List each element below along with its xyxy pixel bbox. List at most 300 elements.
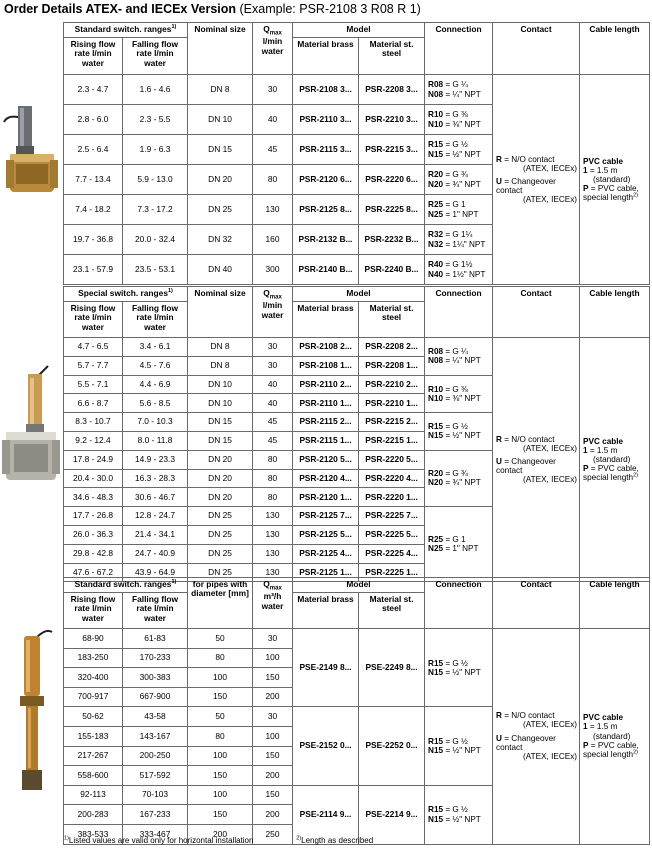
connection-cell — [425, 75, 493, 105]
connection-code: R15 — [428, 805, 444, 815]
falling-range: 300-383 — [123, 668, 188, 688]
falling-range: 43.9 - 64.9 — [123, 563, 188, 582]
rising-header: Rising flow rate l/min water — [64, 38, 123, 75]
connection-header: Connection — [425, 287, 493, 338]
nominal-size-header: Nominal size — [188, 287, 253, 338]
cable-standard: (standard) — [593, 455, 631, 465]
qmax-value: 30 — [253, 338, 293, 357]
qmax-value: 130 — [253, 525, 293, 544]
model-brass: PSR-2108 2... — [293, 338, 359, 357]
nominal-size: DN 8 — [188, 338, 253, 357]
falling-range: 21.4 - 34.1 — [123, 525, 188, 544]
contact-key: R — [496, 154, 502, 164]
contact-key: R — [496, 711, 502, 721]
model-steel: PSR-2215 1... — [359, 431, 425, 450]
contact-header: Contact — [493, 287, 580, 338]
nominal-size: DN 15 — [188, 431, 253, 450]
connection-code: N15 — [428, 746, 444, 756]
connection-value: = ½" NPT — [443, 746, 481, 756]
model-steel: PSR-2210 2... — [359, 375, 425, 394]
nominal-size: DN 20 — [188, 488, 253, 507]
model-brass: PSR-2110 1... — [293, 394, 359, 413]
model-header: Model — [293, 23, 425, 38]
falling-header: Falling flow rate l/min water — [123, 593, 188, 629]
model-brass: PSR-2125 4... — [293, 544, 359, 563]
model-steel: PSE-2214 9... — [359, 785, 425, 844]
qmax-value: 45 — [253, 431, 293, 450]
rising-range: 558-600 — [64, 766, 123, 786]
rising-range: 68-90 — [64, 629, 123, 649]
cable-footnote: 2) — [633, 192, 638, 199]
model-brass: PSR-2108 3... — [293, 75, 359, 105]
falling-range: 4.5 - 7.6 — [123, 356, 188, 375]
rising-range: 4.7 - 6.5 — [64, 338, 123, 357]
cable-title: PVC cable — [583, 156, 624, 166]
steel-header: Material st. steel — [359, 593, 425, 629]
contact-text: = Changeover contact — [496, 457, 556, 476]
connection-cell — [425, 375, 493, 413]
rising-range: 6.6 - 8.7 — [64, 394, 123, 413]
model-brass: PSR-2110 2... — [293, 375, 359, 394]
model-brass: PSR-2115 2... — [293, 413, 359, 432]
cable-length-header: Cable length — [580, 23, 650, 75]
qmax-value: 40 — [253, 394, 293, 413]
model-brass: PSR-2110 3... — [293, 105, 359, 135]
rising-range: 26.0 - 36.3 — [64, 525, 123, 544]
pipe-diameter: 100 — [188, 746, 253, 766]
brass-header: Material brass — [293, 38, 359, 75]
model-steel: PSR-2208 1... — [359, 356, 425, 375]
pipe-diameter-header: for pipes with diameter [mm] — [188, 578, 253, 629]
model-header: Model — [293, 578, 425, 593]
nominal-size: DN 10 — [188, 105, 253, 135]
nominal-size: DN 15 — [188, 135, 253, 165]
qmax-value: 80 — [253, 488, 293, 507]
rising-range: 2.5 - 6.4 — [64, 135, 123, 165]
qmax-value: 200 — [253, 766, 293, 786]
cable-text: = PVC cable, special length — [583, 464, 639, 483]
cable-length-header: Cable length — [580, 578, 650, 629]
cable-key: P — [583, 464, 589, 474]
connection-code: R08 — [428, 347, 444, 357]
model-steel: PSR-2225 5... — [359, 525, 425, 544]
rising-range: 50-62 — [64, 707, 123, 727]
qmax-value: 130 — [253, 195, 293, 225]
cable-length-header: Cable length — [580, 287, 650, 338]
falling-range: 43-58 — [123, 707, 188, 727]
table-row — [64, 75, 650, 105]
steel-header: Material st. steel — [359, 38, 425, 75]
connection-value: = ¼" NPT — [443, 356, 481, 366]
qmax-value: 80 — [253, 469, 293, 488]
psr-steel-photo — [2, 364, 60, 494]
contact-key: U — [496, 457, 502, 467]
table-row — [64, 629, 650, 649]
falling-range: 3.4 - 6.1 — [123, 338, 188, 357]
falling-range: 7.3 - 17.2 — [123, 195, 188, 225]
model-brass: PSR-2115 1... — [293, 431, 359, 450]
model-steel: PSR-2215 2... — [359, 413, 425, 432]
connection-code: N10 — [428, 119, 444, 129]
cable-key: P — [583, 184, 589, 194]
connection-value: = G ¾ — [443, 469, 468, 479]
connection-code: R15 — [428, 422, 444, 432]
brass-header: Material brass — [293, 302, 359, 338]
connection-cell — [425, 707, 493, 785]
cable-key: 1 — [583, 445, 588, 455]
model-steel: PSR-2240 B... — [359, 255, 425, 285]
connection-value: = G 1½ — [443, 260, 473, 270]
connection-value: = ¼" NPT — [443, 89, 481, 99]
connection-value: = 1½" NPT — [443, 269, 486, 279]
page-title — [4, 2, 421, 16]
falling-range: 1.6 - 4.6 — [123, 75, 188, 105]
connection-value: = G ½ — [443, 422, 468, 432]
pipe-diameter: 150 — [188, 766, 253, 786]
model-brass: PSR-2125 8... — [293, 195, 359, 225]
qmax-value: 200 — [253, 805, 293, 825]
connection-value: = ½" NPT — [443, 667, 481, 677]
connection-cell — [425, 135, 493, 165]
falling-range: 14.9 - 23.3 — [123, 450, 188, 469]
qmax-value: 130 — [253, 544, 293, 563]
connection-value: = 1" NPT — [443, 209, 479, 219]
connection-code: N20 — [428, 478, 444, 488]
contact-key: U — [496, 176, 502, 186]
pipe-diameter: 50 — [188, 629, 253, 649]
qmax-value: 200 — [253, 687, 293, 707]
model-brass: PSR-2108 1... — [293, 356, 359, 375]
cable-footnote: 2) — [633, 749, 638, 756]
falling-range: 7.0 - 10.3 — [123, 413, 188, 432]
footnote-2: $^{2)}$Length as described — [296, 835, 374, 845]
connection-value: = ¾" NPT — [443, 179, 481, 189]
range-header: Standard switch. ranges$^{1)}$ — [64, 578, 188, 593]
model-steel: PSR-2220 6... — [359, 165, 425, 195]
model-steel: PSR-2232 B... — [359, 225, 425, 255]
contact-header: Contact — [493, 23, 580, 75]
model-brass: PSR-2120 1... — [293, 488, 359, 507]
qmax-value: 250 — [253, 824, 293, 844]
cable-title: PVC cable — [583, 713, 624, 723]
falling-range: 4.4 - 6.9 — [123, 375, 188, 394]
model-steel: PSR-2215 3... — [359, 135, 425, 165]
falling-range: 23.5 - 53.1 — [123, 255, 188, 285]
qmax-value: 150 — [253, 668, 293, 688]
connection-code: R15 — [428, 736, 444, 746]
contact-sub: (ATEX, IECEx) — [523, 163, 578, 173]
falling-header: Falling flow rate l/min water — [123, 302, 188, 338]
model-brass: PSR-2125 5... — [293, 525, 359, 544]
nominal-size: DN 8 — [188, 356, 253, 375]
connection-value: = G ½ — [443, 736, 468, 746]
falling-range: 24.7 - 40.9 — [123, 544, 188, 563]
model-steel: PSR-2225 4... — [359, 544, 425, 563]
connection-code: N08 — [428, 356, 444, 366]
connection-code: N15 — [428, 814, 444, 824]
connection-cell — [425, 225, 493, 255]
model-brass: PSR-2120 5... — [293, 450, 359, 469]
qmax-header: $Q_{max}$ l/min water — [253, 287, 293, 338]
cable-cell — [580, 338, 650, 582]
connection-code: R20 — [428, 469, 444, 479]
brass-header: Material brass — [293, 593, 359, 629]
pipe-diameter: 80 — [188, 726, 253, 746]
cable-text: = 1.5 m — [587, 165, 618, 175]
connection-header: Connection — [425, 23, 493, 75]
model-brass: PSR-2120 6... — [293, 165, 359, 195]
model-brass: PSR-2125 1... — [293, 563, 359, 582]
connection-cell — [425, 450, 493, 506]
cable-footnote: 2) — [633, 472, 638, 479]
connection-cell — [425, 195, 493, 225]
qmax-header: $Q_{max}$ m³/h water — [253, 578, 293, 629]
cable-text: = 1.5 m — [587, 722, 618, 732]
cable-text: = 1.5 m — [587, 445, 618, 455]
qmax-value: 100 — [253, 726, 293, 746]
qmax-value: 80 — [253, 450, 293, 469]
range-header: Standard switch. ranges$^{1)}$ — [64, 23, 188, 38]
nominal-size: DN 20 — [188, 165, 253, 195]
model-brass: PSR-2132 B... — [293, 225, 359, 255]
connection-cell — [425, 413, 493, 451]
nominal-size: DN 25 — [188, 195, 253, 225]
table-psr-standard — [63, 22, 650, 285]
falling-range: 200-250 — [123, 746, 188, 766]
falling-range: 70-103 — [123, 785, 188, 805]
rising-header: Rising flow rate l/min water — [64, 593, 123, 629]
connection-code: N25 — [428, 544, 444, 554]
connection-header: Connection — [425, 578, 493, 629]
rising-range: 34.6 - 48.3 — [64, 488, 123, 507]
rising-range: 7.7 - 13.4 — [64, 165, 123, 195]
contact-text: = N/O contact — [501, 154, 555, 164]
contact-text: = N/O contact — [501, 711, 555, 721]
connection-code: R25 — [428, 200, 444, 210]
connection-code: N08 — [428, 89, 444, 99]
falling-range: 8.0 - 11.8 — [123, 431, 188, 450]
connection-code: R20 — [428, 170, 444, 180]
pipe-diameter: 100 — [188, 668, 253, 688]
rising-range: 17.7 - 26.8 — [64, 507, 123, 526]
title-bold: Order Details ATEX- and IECEx Version — [4, 2, 237, 16]
connection-code: N40 — [428, 269, 444, 279]
table-pse — [63, 577, 650, 845]
falling-range: 170-233 — [123, 648, 188, 668]
rising-range: 20.4 - 30.0 — [64, 469, 123, 488]
rising-range: 383-533 — [64, 824, 123, 844]
falling-range: 12.8 - 24.7 — [123, 507, 188, 526]
model-brass: PSR-2120 4... — [293, 469, 359, 488]
rising-range: 217-267 — [64, 746, 123, 766]
model-steel: PSR-2210 1... — [359, 394, 425, 413]
falling-range: 167-233 — [123, 805, 188, 825]
rising-range: 17.8 - 24.9 — [64, 450, 123, 469]
nominal-size: DN 25 — [188, 544, 253, 563]
connection-code: N15 — [428, 667, 444, 677]
pipe-diameter: 150 — [188, 805, 253, 825]
footnote-1: $^{1)}$Listed values are valid only for horizontal installation — [64, 835, 254, 845]
falling-range: 5.9 - 13.0 — [123, 165, 188, 195]
steel-header: Material st. steel — [359, 302, 425, 338]
pipe-diameter: 80 — [188, 648, 253, 668]
connection-cell — [425, 255, 493, 285]
model-steel: PSR-2208 3... — [359, 75, 425, 105]
rising-range: 700-917 — [64, 687, 123, 707]
connection-value: = ⅜" NPT — [443, 119, 481, 129]
model-steel: PSE-2252 0... — [359, 707, 425, 785]
contact-key: R — [496, 434, 502, 444]
model-steel: PSR-2225 7... — [359, 507, 425, 526]
contact-text: = Changeover contact — [496, 733, 556, 752]
rising-range: 8.3 - 10.7 — [64, 413, 123, 432]
nominal-size: DN 32 — [188, 225, 253, 255]
rising-range: 5.5 - 7.1 — [64, 375, 123, 394]
model-brass: PSR-2125 7... — [293, 507, 359, 526]
connection-code: R15 — [428, 658, 444, 668]
rising-range: 9.2 - 12.4 — [64, 431, 123, 450]
connection-value: = G ¼ — [443, 80, 468, 90]
connection-cell — [425, 165, 493, 195]
model-steel: PSR-2220 1... — [359, 488, 425, 507]
model-brass: PSE-2152 0... — [293, 707, 359, 785]
rising-range: 5.7 - 7.7 — [64, 356, 123, 375]
model-steel: PSR-2220 5... — [359, 450, 425, 469]
cable-key: 1 — [583, 722, 588, 732]
connection-code: N32 — [428, 239, 444, 249]
nominal-size: DN 15 — [188, 413, 253, 432]
table-psr-special — [63, 286, 650, 582]
cable-key: 1 — [583, 165, 588, 175]
psr-brass-photo — [2, 88, 60, 208]
qmax-value: 45 — [253, 413, 293, 432]
connection-code: N15 — [428, 149, 444, 159]
connection-code: R10 — [428, 384, 444, 394]
qmax-value: 300 — [253, 255, 293, 285]
cable-text: = PVC cable, special length — [583, 184, 639, 203]
contact-key: U — [496, 733, 502, 743]
qmax-value: 130 — [253, 563, 293, 582]
connection-code: R40 — [428, 260, 444, 270]
falling-range: 517-592 — [123, 766, 188, 786]
falling-header: Falling flow rate l/min water — [123, 38, 188, 75]
rising-range: 2.3 - 4.7 — [64, 75, 123, 105]
connection-value: = G ⅜ — [443, 110, 468, 120]
rising-range: 92-113 — [64, 785, 123, 805]
qmax-value: 45 — [253, 135, 293, 165]
rising-range: 47.6 - 67.2 — [64, 563, 123, 582]
qmax-value: 150 — [253, 746, 293, 766]
falling-range: 1.9 - 6.3 — [123, 135, 188, 165]
connection-code: N15 — [428, 431, 444, 441]
connection-code: R10 — [428, 110, 444, 120]
model-header: Model — [293, 287, 425, 302]
qmax-value: 30 — [253, 75, 293, 105]
connection-value: = G ½ — [443, 658, 468, 668]
model-brass: PSR-2140 B... — [293, 255, 359, 285]
connection-code: R15 — [428, 140, 444, 150]
falling-range: 30.6 - 46.7 — [123, 488, 188, 507]
contact-cell — [493, 75, 580, 285]
falling-range: 2.3 - 5.5 — [123, 105, 188, 135]
pipe-diameter: 50 — [188, 707, 253, 727]
rising-range: 155-183 — [64, 726, 123, 746]
nominal-size: DN 25 — [188, 507, 253, 526]
model-steel: PSR-2220 4... — [359, 469, 425, 488]
contact-header: Contact — [493, 578, 580, 629]
falling-range: 20.0 - 32.4 — [123, 225, 188, 255]
nominal-size-header: Nominal size — [188, 23, 253, 75]
pipe-diameter: 150 — [188, 687, 253, 707]
rising-header: Rising flow rate l/min water — [64, 302, 123, 338]
model-brass: PSE-2149 8... — [293, 629, 359, 707]
pipe-diameter: 100 — [188, 785, 253, 805]
connection-cell — [425, 507, 493, 582]
nominal-size: DN 25 — [188, 525, 253, 544]
connection-value: = ¾" NPT — [443, 478, 481, 488]
connection-value: = G 1 — [443, 200, 466, 210]
table-row — [64, 338, 650, 357]
model-brass: PSE-2114 9... — [293, 785, 359, 844]
connection-cell — [425, 629, 493, 707]
range-header: Special switch. ranges$^{1)}$ — [64, 287, 188, 302]
cable-cell — [580, 629, 650, 845]
contact-sub: (ATEX, IECEx) — [523, 720, 578, 730]
rising-range: 19.7 - 36.8 — [64, 225, 123, 255]
qmax-value: 160 — [253, 225, 293, 255]
nominal-size: DN 20 — [188, 469, 253, 488]
qmax-value: 130 — [253, 507, 293, 526]
nominal-size: DN 40 — [188, 255, 253, 285]
contact-text: = Changeover contact — [496, 176, 556, 196]
connection-cell — [425, 338, 493, 376]
contact-sub: (ATEX, IECEx) — [523, 752, 578, 762]
connection-code: N25 — [428, 209, 444, 219]
qmax-value: 30 — [253, 629, 293, 649]
connection-value: = G 1¼ — [443, 230, 473, 240]
cable-key: P — [583, 740, 589, 750]
qmax-value: 40 — [253, 105, 293, 135]
qmax-value: 80 — [253, 165, 293, 195]
qmax-value: 150 — [253, 785, 293, 805]
connection-code: N20 — [428, 179, 444, 189]
model-steel: PSR-2225 8... — [359, 195, 425, 225]
qmax-value: 40 — [253, 375, 293, 394]
model-brass: PSR-2115 3... — [293, 135, 359, 165]
falling-range: 143-167 — [123, 726, 188, 746]
falling-range: 5.6 - 8.5 — [123, 394, 188, 413]
connection-code: R08 — [428, 80, 444, 90]
model-steel: PSE-2249 8... — [359, 629, 425, 707]
model-steel: PSR-2225 1... — [359, 563, 425, 582]
contact-cell — [493, 629, 580, 845]
connection-cell — [425, 105, 493, 135]
qmax-header: $Q_{max}$ l/min water — [253, 23, 293, 75]
rising-range: 183-250 — [64, 648, 123, 668]
nominal-size: DN 20 — [188, 450, 253, 469]
connection-value: = ½" NPT — [443, 431, 481, 441]
falling-range: 667-900 — [123, 687, 188, 707]
connection-value: = G ¼ — [443, 347, 468, 357]
connection-value: = G ¾ — [443, 170, 468, 180]
falling-range: 61-83 — [123, 629, 188, 649]
rising-range: 200-283 — [64, 805, 123, 825]
contact-sub: (ATEX, IECEx) — [523, 475, 578, 485]
rising-range: 320-400 — [64, 668, 123, 688]
falling-range: 16.3 - 28.3 — [123, 469, 188, 488]
connection-value: = G ½ — [443, 140, 468, 150]
contact-sub: (ATEX, IECEx) — [523, 195, 578, 205]
